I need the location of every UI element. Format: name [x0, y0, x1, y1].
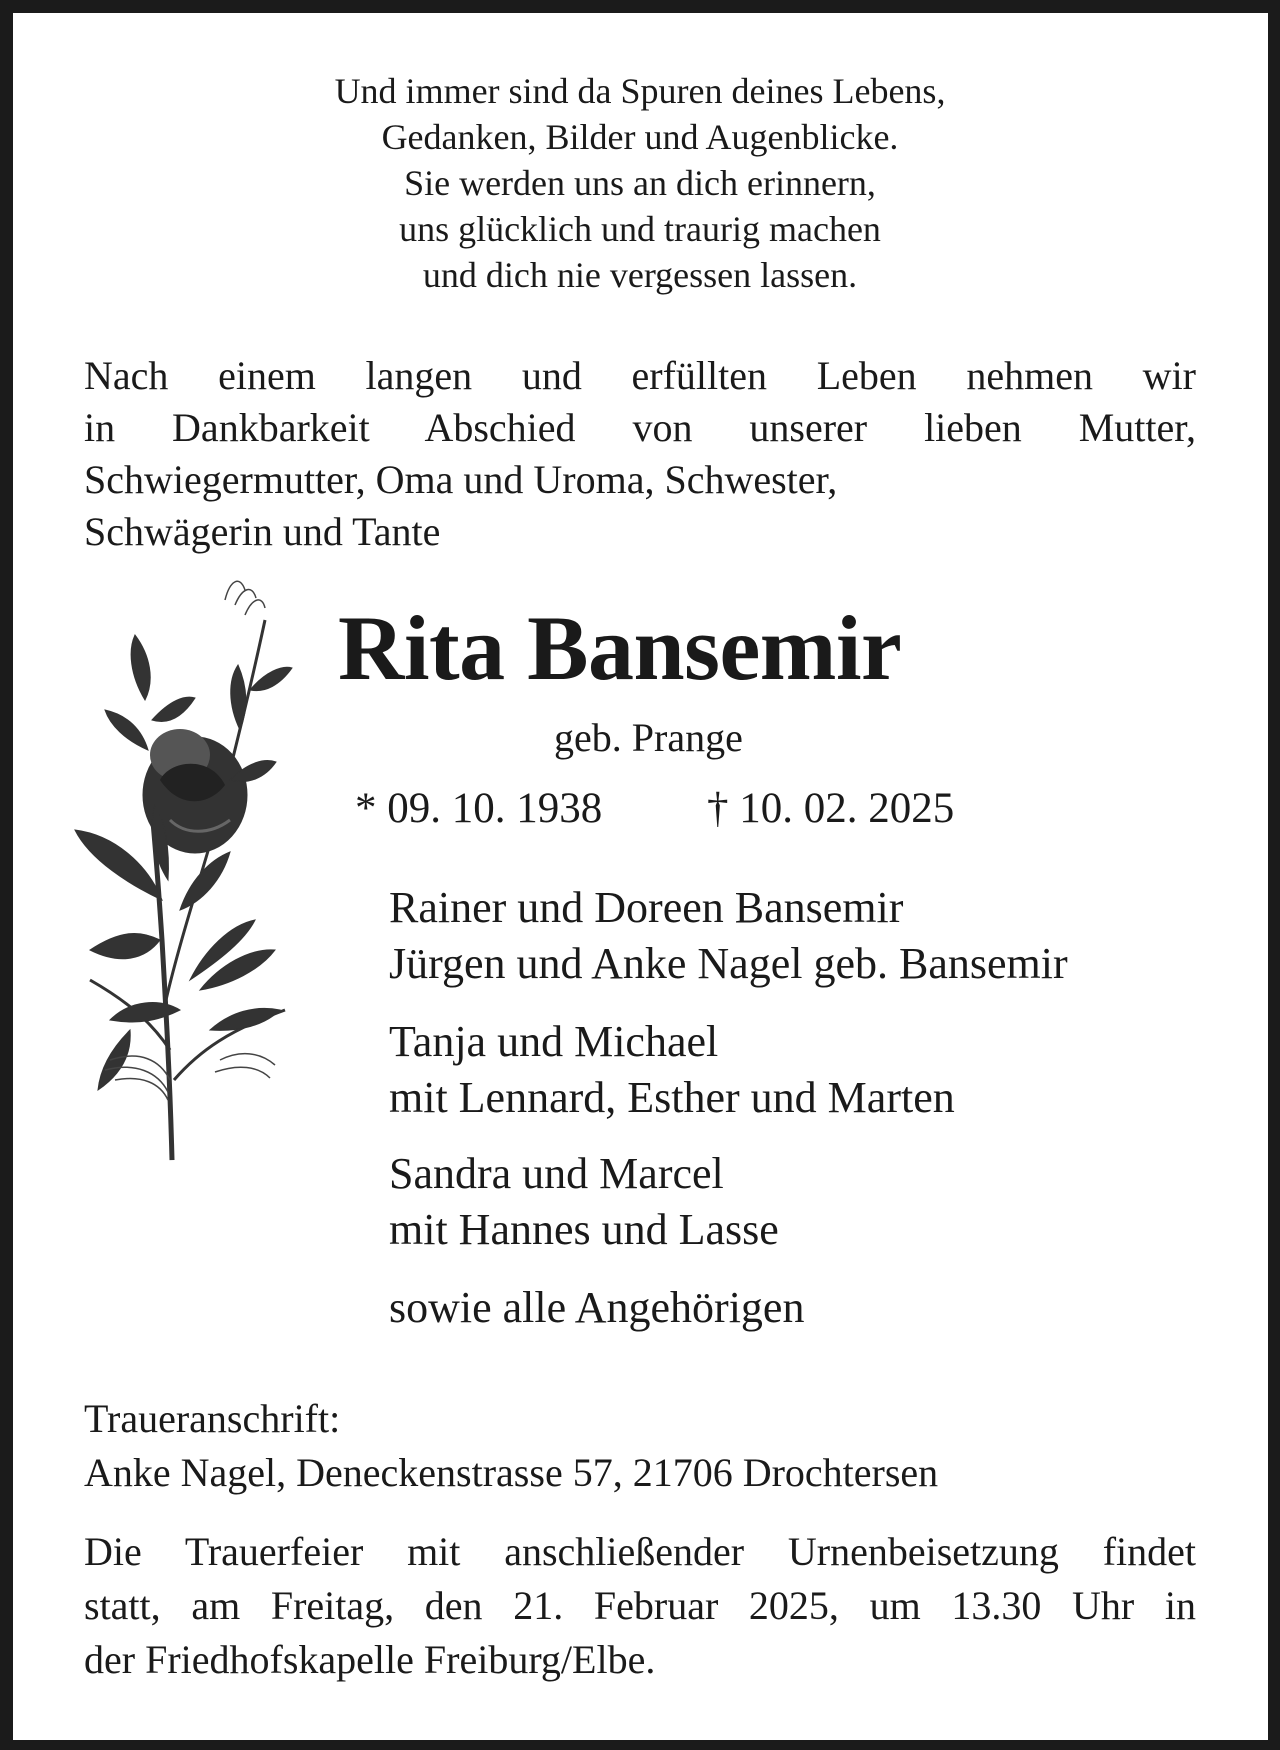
mourner-line: Rainer und Doreen Bansemir: [389, 883, 904, 932]
death-date: † 10. 02. 2025: [707, 785, 955, 832]
poem-line: Und immer sind da Spuren deines Lebens,: [334, 71, 946, 111]
mourner-line: Jürgen und Anke Nagel geb. Bansemir: [389, 939, 1068, 988]
intro-line: in Dankbarkeit Abschied von unserer lieben Mutter,: [84, 405, 1196, 450]
mourning-address: [84, 1392, 938, 1500]
life-dates: [355, 782, 955, 836]
poem-line: uns glücklich und traurig machen: [399, 209, 881, 249]
rose-icon: [70, 580, 320, 1180]
deceased-name: Rita Bansemir: [338, 597, 902, 699]
mourner-line: mit Lennard, Esther und Marten: [389, 1073, 955, 1122]
mourner-line: mit Hannes und Lasse: [389, 1205, 779, 1254]
poem-line: Sie werden uns an dich erinnern,: [404, 163, 876, 203]
mourner-group: [389, 880, 1068, 992]
memorial-poem: [0, 68, 1280, 298]
service-line: der Friedhofskapelle Freiburg/Elbe.: [84, 1637, 656, 1682]
service-line: statt, am Freitag, den 21. Februar 2025, um 13.30 Uhr in: [84, 1583, 1196, 1628]
service-details: [84, 1525, 1196, 1687]
mourner-others: sowie alle Angehörigen: [389, 1283, 805, 1332]
intro-line: Schwägerin und Tante: [84, 509, 441, 554]
birth-date: * 09. 10. 1938: [355, 785, 603, 832]
intro-line: Nach einem langen und erfüllten Leben nehmen wir: [84, 353, 1196, 398]
mourner-line: Sandra und Marcel: [389, 1149, 724, 1198]
intro-line: Schwiegermutter, Oma und Uroma, Schwester,: [84, 457, 838, 502]
address-label: Traueranschrift:: [84, 1396, 341, 1441]
mourners-list: [389, 880, 1068, 1336]
address-line: Anke Nagel, Deneckenstrasse 57, 21706 Drochtersen: [84, 1450, 939, 1495]
intro-paragraph: [84, 350, 1196, 558]
mourner-group: [389, 1014, 1068, 1126]
mourner-line: Tanja und Michael: [389, 1017, 719, 1066]
service-line: Die Trauerfeier mit anschließender Urnenbeisetzung findet: [84, 1529, 1196, 1574]
poem-line: und dich nie vergessen lassen.: [422, 255, 858, 295]
birth-name: geb. Prange: [554, 715, 743, 760]
mourner-group: [389, 1146, 1068, 1258]
poem-line: Gedanken, Bilder und Augenblicke.: [381, 117, 899, 157]
